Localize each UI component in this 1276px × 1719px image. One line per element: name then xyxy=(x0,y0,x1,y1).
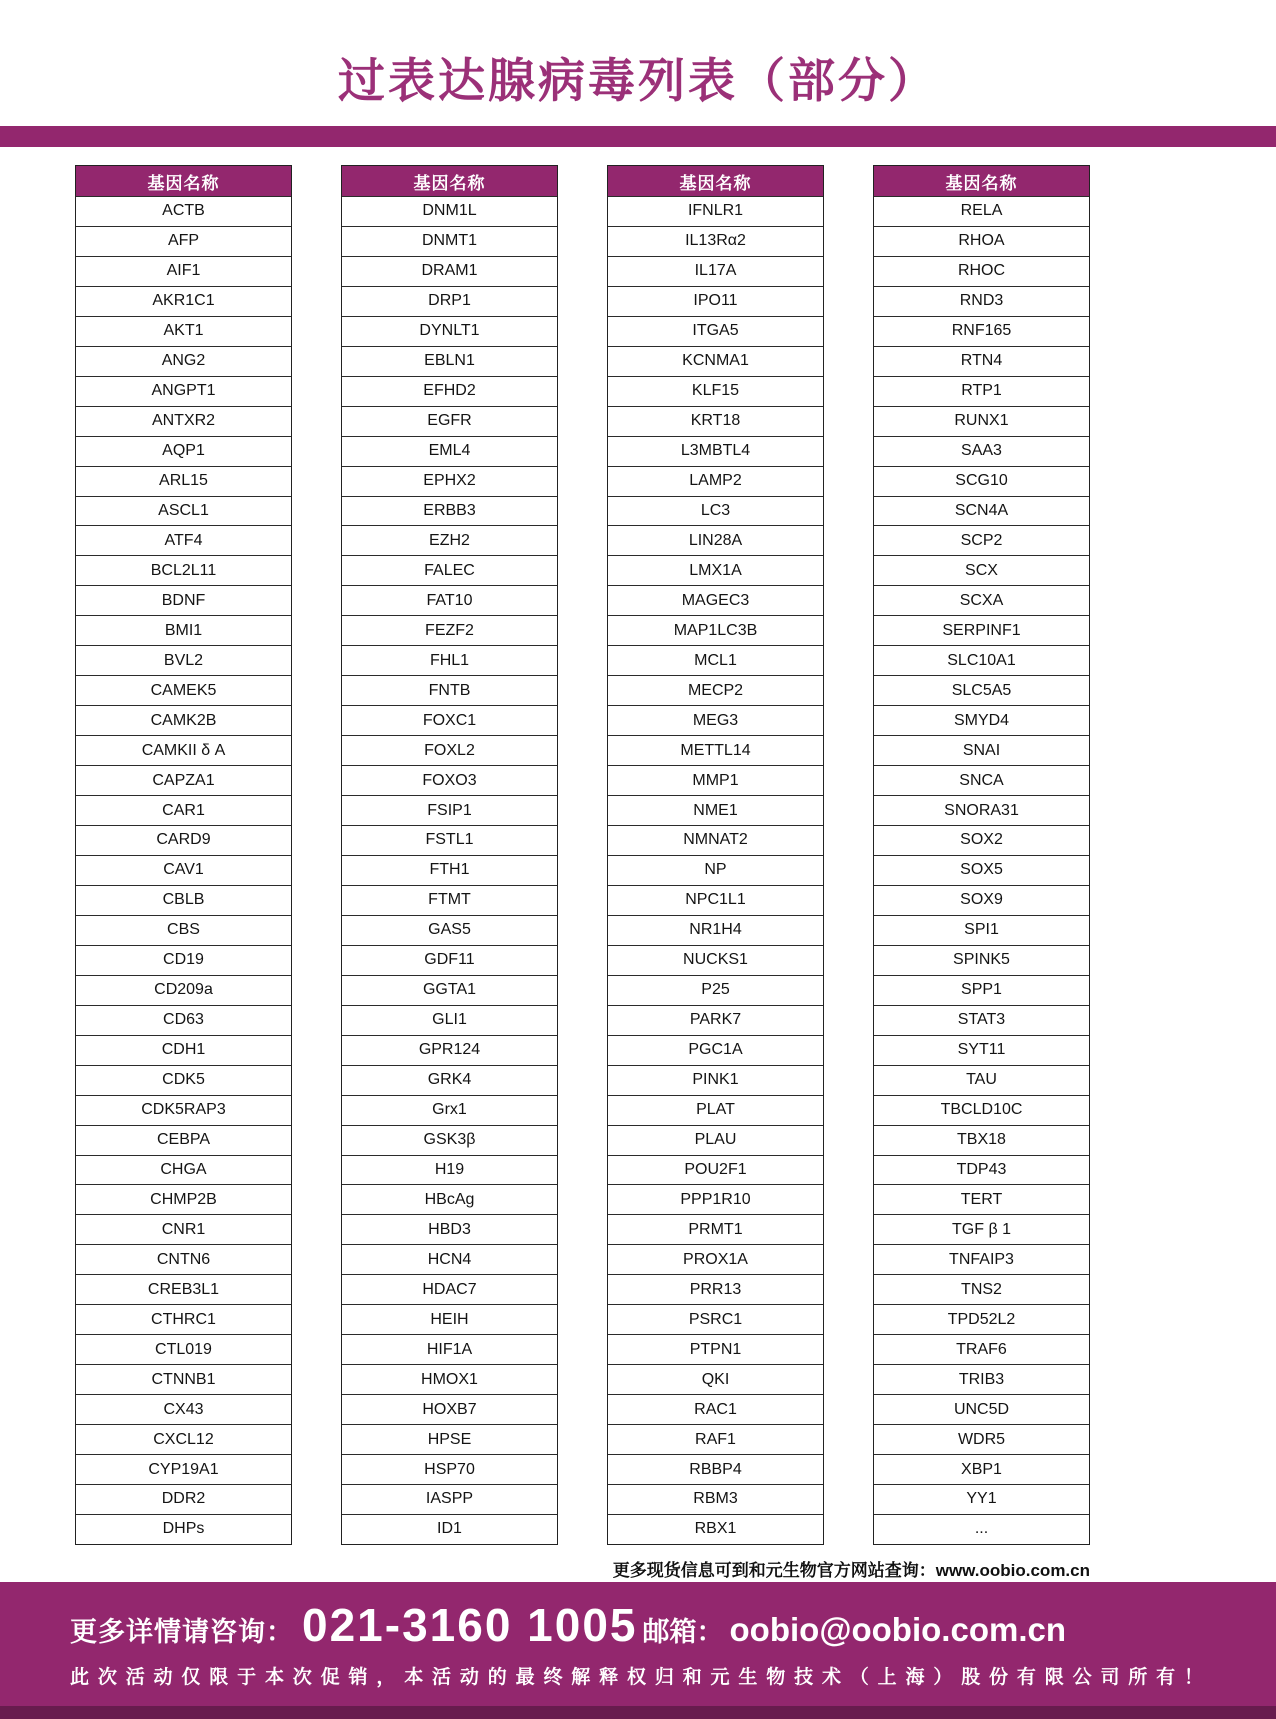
table-row: SCXA xyxy=(874,585,1089,615)
stock-info-note: 更多现货信息可到和元生物官方网站查询：www.oobio.com.cn xyxy=(612,1561,1090,1580)
table-row: SLC10A1 xyxy=(874,645,1089,675)
table-row: CAV1 xyxy=(76,855,291,885)
table-row: HCN4 xyxy=(342,1244,557,1274)
table-row: FOXO3 xyxy=(342,765,557,795)
table-row: L3MBTL4 xyxy=(608,436,823,466)
table-row: AQP1 xyxy=(76,436,291,466)
table-row: RELA xyxy=(874,196,1089,226)
table-row: PGC1A xyxy=(608,1035,823,1065)
table-row: HMOX1 xyxy=(342,1364,557,1394)
table-row: CREB3L1 xyxy=(76,1274,291,1304)
table-row: NMNAT2 xyxy=(608,825,823,855)
table-row: PRMT1 xyxy=(608,1214,823,1244)
footer-bottom-strip xyxy=(0,1706,1276,1719)
table-row: HEIH xyxy=(342,1304,557,1334)
table-row: DNM1L xyxy=(342,196,557,226)
table-row: RBX1 xyxy=(608,1514,823,1544)
table-row: HOXB7 xyxy=(342,1394,557,1424)
gene-table-3 xyxy=(607,165,824,1545)
table-row: DRAM1 xyxy=(342,256,557,286)
table-row: RAC1 xyxy=(608,1394,823,1424)
table-row: SNCA xyxy=(874,765,1089,795)
table-row: H19 xyxy=(342,1155,557,1185)
table-row: EPHX2 xyxy=(342,466,557,496)
table-row: PLAT xyxy=(608,1095,823,1125)
table-row: SYT11 xyxy=(874,1035,1089,1065)
table-row: PROX1A xyxy=(608,1244,823,1274)
table-row: PTPN1 xyxy=(608,1334,823,1364)
gene-tables xyxy=(75,165,1090,1545)
email-address: oobio@oobio.com.cn xyxy=(729,1611,1066,1648)
table-row: PRR13 xyxy=(608,1274,823,1304)
table-row: GSK3β xyxy=(342,1125,557,1155)
table-row: PLAU xyxy=(608,1125,823,1155)
table-header: 基因名称 xyxy=(608,166,823,196)
table-row: CAMK2B xyxy=(76,705,291,735)
table-row: RTN4 xyxy=(874,346,1089,376)
table-row: CD63 xyxy=(76,1005,291,1035)
table-row: IL17A xyxy=(608,256,823,286)
table-row: SCN4A xyxy=(874,496,1089,526)
table-row: BMI1 xyxy=(76,615,291,645)
table-row: SLC5A5 xyxy=(874,675,1089,705)
table-row: SMYD4 xyxy=(874,705,1089,735)
table-row: MECP2 xyxy=(608,675,823,705)
table-row: CNR1 xyxy=(76,1214,291,1244)
table-row: RTP1 xyxy=(874,376,1089,406)
table-row: RBM3 xyxy=(608,1484,823,1514)
table-row: CEBPA xyxy=(76,1125,291,1155)
footer xyxy=(0,1582,1276,1719)
table-row: AKT1 xyxy=(76,316,291,346)
table-row: ERBB3 xyxy=(342,496,557,526)
table-row: SPINK5 xyxy=(874,945,1089,975)
table-row: RNF165 xyxy=(874,316,1089,346)
table-row: LAMP2 xyxy=(608,466,823,496)
table-row: GDF11 xyxy=(342,945,557,975)
table-row: CAPZA1 xyxy=(76,765,291,795)
table-row: Grx1 xyxy=(342,1095,557,1125)
table-row: BDNF xyxy=(76,585,291,615)
table-row: TERT xyxy=(874,1184,1089,1214)
table-row: GAS5 xyxy=(342,915,557,945)
contact-label: 更多详情请咨询： xyxy=(70,1617,294,1647)
table-row: RBBP4 xyxy=(608,1454,823,1484)
table-row: YY1 xyxy=(874,1484,1089,1514)
table-row: CHGA xyxy=(76,1155,291,1185)
table-row: FEZF2 xyxy=(342,615,557,645)
table-row: RUNX1 xyxy=(874,406,1089,436)
table-header: 基因名称 xyxy=(874,166,1089,196)
email-label: 邮箱： xyxy=(642,1617,724,1647)
table-row: MCL1 xyxy=(608,645,823,675)
table-row: TGF β 1 xyxy=(874,1214,1089,1244)
table-row: CAMEK5 xyxy=(76,675,291,705)
table-row: MAP1LC3B xyxy=(608,615,823,645)
table-row: MAGEC3 xyxy=(608,585,823,615)
table-row: LIN28A xyxy=(608,525,823,555)
table-row: PPP1R10 xyxy=(608,1184,823,1214)
table-row: IFNLR1 xyxy=(608,196,823,226)
table-row: DNMT1 xyxy=(342,226,557,256)
table-row: UNC5D xyxy=(874,1394,1089,1424)
table-row: SERPINF1 xyxy=(874,615,1089,645)
table-row: EFHD2 xyxy=(342,376,557,406)
table-row: CBS xyxy=(76,915,291,945)
table-row: RND3 xyxy=(874,286,1089,316)
table-row: HBD3 xyxy=(342,1214,557,1244)
disclaimer-text: 此次活动仅限于本次促销，本活动的最终解释权归和元生物技术（上海）股份有限公司所有！ xyxy=(70,1667,1206,1688)
table-row: STAT3 xyxy=(874,1005,1089,1035)
table-row: RAF1 xyxy=(608,1424,823,1454)
table-row: KRT18 xyxy=(608,406,823,436)
table-row: CTHRC1 xyxy=(76,1304,291,1334)
title-divider-bar xyxy=(0,126,1276,147)
table-row: TDP43 xyxy=(874,1155,1089,1185)
table-row: SNORA31 xyxy=(874,795,1089,825)
table-row: IL13Rα2 xyxy=(608,226,823,256)
table-row: SPP1 xyxy=(874,975,1089,1005)
table-row: HIF1A xyxy=(342,1334,557,1364)
table-row: EBLN1 xyxy=(342,346,557,376)
table-body xyxy=(76,196,291,1544)
table-row: SCG10 xyxy=(874,466,1089,496)
table-row: MEG3 xyxy=(608,705,823,735)
table-row: CDK5 xyxy=(76,1065,291,1095)
footer-contact xyxy=(70,1598,638,1652)
table-row: SOX5 xyxy=(874,855,1089,885)
table-row: ARL15 xyxy=(76,466,291,496)
table-row: ANG2 xyxy=(76,346,291,376)
table-row: CAR1 xyxy=(76,795,291,825)
table-body xyxy=(874,196,1089,1544)
table-row: QKI xyxy=(608,1364,823,1394)
table-row: P25 xyxy=(608,975,823,1005)
gene-table-2 xyxy=(341,165,558,1545)
table-row: HBcAg xyxy=(342,1184,557,1214)
table-row: FALEC xyxy=(342,555,557,585)
table-row: METTL14 xyxy=(608,735,823,765)
phone-number: 021-3160 1005 xyxy=(302,1599,638,1651)
table-row: TRIB3 xyxy=(874,1364,1089,1394)
table-row: SOX9 xyxy=(874,885,1089,915)
footer-mail xyxy=(643,1610,1066,1649)
table-row: AFP xyxy=(76,226,291,256)
table-row: CBLB xyxy=(76,885,291,915)
table-row: KCNMA1 xyxy=(608,346,823,376)
table-row: FTH1 xyxy=(342,855,557,885)
table-row: NPC1L1 xyxy=(608,885,823,915)
table-row: EML4 xyxy=(342,436,557,466)
table-row: GRK4 xyxy=(342,1065,557,1095)
table-row: TBCLD10C xyxy=(874,1095,1089,1125)
table-row: ATF4 xyxy=(76,525,291,555)
table-row: PINK1 xyxy=(608,1065,823,1095)
table-row: RHOA xyxy=(874,226,1089,256)
table-row: HSP70 xyxy=(342,1454,557,1484)
footer-contact-line xyxy=(0,1582,1276,1652)
table-row: NP xyxy=(608,855,823,885)
table-body xyxy=(608,196,823,1544)
table-row: TNFAIP3 xyxy=(874,1244,1089,1274)
table-row: ID1 xyxy=(342,1514,557,1544)
table-row: ANTXR2 xyxy=(76,406,291,436)
table-row: HDAC7 xyxy=(342,1274,557,1304)
table-row: WDR5 xyxy=(874,1424,1089,1454)
table-row: ACTB xyxy=(76,196,291,226)
table-row: CD19 xyxy=(76,945,291,975)
table-row: FOXC1 xyxy=(342,705,557,735)
table-row: ANGPT1 xyxy=(76,376,291,406)
table-row: NME1 xyxy=(608,795,823,825)
table-row: DHPs xyxy=(76,1514,291,1544)
table-row: DRP1 xyxy=(342,286,557,316)
table-row: CARD9 xyxy=(76,825,291,855)
table-row: DDR2 xyxy=(76,1484,291,1514)
table-row: CD209a xyxy=(76,975,291,1005)
table-row: LC3 xyxy=(608,496,823,526)
table-header: 基因名称 xyxy=(76,166,291,196)
table-row: IPO11 xyxy=(608,286,823,316)
table-row: SCP2 xyxy=(874,525,1089,555)
table-row: ASCL1 xyxy=(76,496,291,526)
table-row: FHL1 xyxy=(342,645,557,675)
table-row: CHMP2B xyxy=(76,1184,291,1214)
table-row: IASPP xyxy=(342,1484,557,1514)
table-row: KLF15 xyxy=(608,376,823,406)
table-row: CX43 xyxy=(76,1394,291,1424)
table-row: SCX xyxy=(874,555,1089,585)
table-row: SNAI xyxy=(874,735,1089,765)
table-row: TAU xyxy=(874,1065,1089,1095)
table-row: CDH1 xyxy=(76,1035,291,1065)
table-row: RHOC xyxy=(874,256,1089,286)
table-row: BCL2L11 xyxy=(76,555,291,585)
page-title: 过表达腺病毒列表（部分） xyxy=(338,54,938,107)
table-row: FOXL2 xyxy=(342,735,557,765)
table-row: FTMT xyxy=(342,885,557,915)
table-row: EGFR xyxy=(342,406,557,436)
table-row: FSIP1 xyxy=(342,795,557,825)
table-row: TPD52L2 xyxy=(874,1304,1089,1334)
table-row: FAT10 xyxy=(342,585,557,615)
table-row: NR1H4 xyxy=(608,915,823,945)
table-row: FNTB xyxy=(342,675,557,705)
gene-table-4 xyxy=(873,165,1090,1545)
table-row: POU2F1 xyxy=(608,1155,823,1185)
table-row: SAA3 xyxy=(874,436,1089,466)
table-row: PARK7 xyxy=(608,1005,823,1035)
table-row: NUCKS1 xyxy=(608,945,823,975)
table-row: EZH2 xyxy=(342,525,557,555)
table-row: DYNLT1 xyxy=(342,316,557,346)
table-row: CTNNB1 xyxy=(76,1364,291,1394)
table-row: AKR1C1 xyxy=(76,286,291,316)
table-row: LMX1A xyxy=(608,555,823,585)
table-row: ... xyxy=(874,1514,1089,1544)
table-row: TNS2 xyxy=(874,1274,1089,1304)
table-row: GLI1 xyxy=(342,1005,557,1035)
table-row: AIF1 xyxy=(76,256,291,286)
table-row: CXCL12 xyxy=(76,1424,291,1454)
gene-table-1 xyxy=(75,165,292,1545)
table-body xyxy=(342,196,557,1544)
table-row: TRAF6 xyxy=(874,1334,1089,1364)
table-row: FSTL1 xyxy=(342,825,557,855)
table-row: CAMKII δ A xyxy=(76,735,291,765)
table-row: ITGA5 xyxy=(608,316,823,346)
table-row: SOX2 xyxy=(874,825,1089,855)
table-row: GPR124 xyxy=(342,1035,557,1065)
table-row: TBX18 xyxy=(874,1125,1089,1155)
table-row: XBP1 xyxy=(874,1454,1089,1484)
table-row: CTL019 xyxy=(76,1334,291,1364)
table-row: SPI1 xyxy=(874,915,1089,945)
table-row: HPSE xyxy=(342,1424,557,1454)
table-row: BVL2 xyxy=(76,645,291,675)
table-row: PSRC1 xyxy=(608,1304,823,1334)
table-row: CYP19A1 xyxy=(76,1454,291,1484)
table-row: GGTA1 xyxy=(342,975,557,1005)
table-row: MMP1 xyxy=(608,765,823,795)
table-header: 基因名称 xyxy=(342,166,557,196)
table-row: CNTN6 xyxy=(76,1244,291,1274)
table-row: CDK5RAP3 xyxy=(76,1095,291,1125)
